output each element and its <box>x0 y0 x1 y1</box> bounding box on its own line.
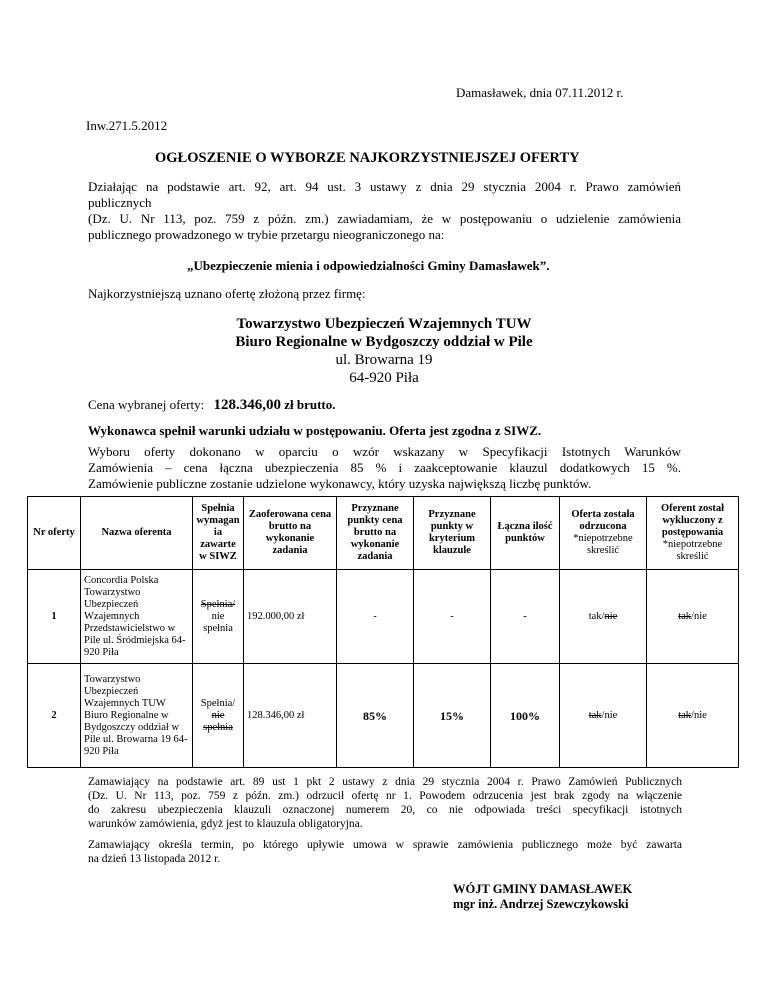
cell-excluded <box>647 664 739 768</box>
header-excluded-title: Oferent został wykluczony z postępowania <box>660 503 725 538</box>
excluded-option-struck: tak <box>678 610 692 622</box>
price-suffix: zł brutto. <box>284 397 336 412</box>
header-nr: Nr oferty <box>28 497 81 570</box>
price-label: Cena wybranej oferty: <box>88 397 205 412</box>
header-total: Łączna ilość punktów <box>491 497 560 570</box>
intro-line: (Dz. U. Nr 113, poz. 759 z późn. zm.) zawiadamiam, że w postępowaniu o udzielenie zamówienia <box>88 211 681 226</box>
header-points-clause: Przyznane punkty w kryterium klauzule <box>414 497 491 570</box>
condition-note: Wykonawca spełnił warunki udziału w postępowaniu. Oferta jest zgodna z SIWZ. <box>88 423 542 438</box>
header-points-price: Przyznane punkty cena brutto na wykonanie zadania <box>337 497 414 570</box>
table-row <box>28 664 739 768</box>
intro-paragraph <box>88 179 681 243</box>
header-excluded-note: *niepotrzebne skreślić <box>662 539 723 562</box>
cell-price: 192.000,00 zł <box>244 570 337 664</box>
signature-name: mgr inż. Andrzej Szewczykowski <box>453 897 629 911</box>
deadline-paragraph <box>88 838 682 866</box>
offers-table <box>27 496 739 768</box>
cell-rejected <box>560 664 647 768</box>
header-rejected <box>560 497 647 570</box>
spelnia-option-struck: nie spełnia <box>203 709 233 733</box>
company-name: Towarzystwo Ubezpieczeń Wzajemnych TUW <box>236 316 532 332</box>
excluded-option: /nie <box>691 709 707 721</box>
reference-number: Inw.271.5.2012 <box>86 118 168 133</box>
price-value: 128.346,00 <box>213 397 281 413</box>
criteria-line: Zamówienia – cena łączna ubezpieczenia 85 % i zaakceptowanie klauzul dodatkowych 15 %. <box>88 460 681 475</box>
company-branch: Biuro Regionalne w Bydgoszczy oddział w Pile <box>235 334 533 350</box>
cell-nr: 1 <box>28 570 81 664</box>
header-rejected-title: Oferta została odrzucona <box>571 509 635 532</box>
cell-spelnia <box>193 570 244 664</box>
header-rejected-note: *niepotrzebne skreślić <box>573 533 633 556</box>
page-title: OGŁOSZENIE O WYBORZE NAJKORZYSTNIEJSZEJ OFERTY <box>155 150 580 166</box>
offer-price <box>88 397 336 413</box>
header-name: Nazwa oferenta <box>81 497 193 570</box>
header-price: Zaoferowana cena brutto na wykonanie zadania <box>244 497 337 570</box>
intro-line: publicznych <box>88 195 152 210</box>
header-excluded <box>647 497 739 570</box>
place-date: Damasławek, dnia 07.11.2012 r. <box>456 85 624 100</box>
cell-price: 128.346,00 zł <box>244 664 337 768</box>
table-row <box>28 570 739 664</box>
signature-block <box>453 882 632 912</box>
signature-title: WÓJT GMINY DAMASŁAWEK <box>453 882 633 896</box>
cell-name: Concordia Polska Towarzystwo Ubezpieczeń Wzajemnych Przedstawicielstwo w Pile ul. Śródmiejska 64-920 Piła <box>81 570 193 664</box>
spelnia-option: Spełnia/ <box>200 697 236 709</box>
cell-points-clause: 15% <box>414 664 491 768</box>
deadline-line: na dzień 13 listopada 2012 r. <box>88 853 221 865</box>
spelnia-option: nie spełnia <box>203 610 233 634</box>
cell-total: 100% <box>491 664 560 768</box>
cell-spelnia <box>193 664 244 768</box>
cell-nr: 2 <box>28 664 81 768</box>
rejection-line: Zamawiający na podstawie art. 89 ust 1 pkt 2 ustawy z dnia 29 stycznia 2004 r. Prawo Zamówień Publicznych <box>88 776 682 788</box>
cell-excluded <box>647 570 739 664</box>
header-spelnia: Spełnia wymagan ia zawarte w SIWZ <box>193 497 244 570</box>
deadline-line: Zamawiający określa termin, po którego upływie umowa w sprawie zamówienia publicznego może być zawarta <box>88 839 682 851</box>
company-street: ul. Browarna 19 <box>335 352 433 368</box>
cell-points-clause: - <box>414 570 491 664</box>
company-city: 64-920 Piła <box>349 370 419 386</box>
table-header-row <box>28 497 739 570</box>
criteria-paragraph <box>88 444 681 492</box>
rejected-option: tak/ <box>588 610 605 622</box>
excluded-option-struck: tak <box>678 709 692 721</box>
cell-points-price: 85% <box>337 664 414 768</box>
cell-rejected <box>560 570 647 664</box>
cell-name: Towarzystwo Ubezpieczeń Wzajemnych TUW Biuro Regionalne w Bydgoszczy oddział w Pile ul. Browarna 19 64-920 Piła <box>81 664 193 768</box>
rejection-line: do zakresu ubezpieczenia klauzuli oznaczonej numerem 20, co nie odpowiada treści specyfikacji istotnych <box>88 804 682 816</box>
intro-line: publicznego prowadzonego w trybie przetargu nieograniczonego na: <box>88 227 445 242</box>
rejection-line: warunków zamówienia, gdyż jest to klauzula obligatoryjna. <box>88 818 363 830</box>
cell-total: - <box>491 570 560 664</box>
excluded-option: /nie <box>691 610 707 622</box>
criteria-line: Wyboru oferty dokonano w oparciu o wzór wskazany w Specyfikacji Istotnych Warunków <box>88 444 681 459</box>
intro-line: Działając na podstawie art. 92, art. 94 ust. 3 ustawy z dnia 29 stycznia 2004 r. Prawo zamówień <box>88 179 681 194</box>
cell-points-price: - <box>337 570 414 664</box>
chosen-offer-intro: Najkorzystniejszą uznano ofertę złożoną przez firmę: <box>88 286 366 301</box>
rejected-option-struck: tak <box>588 709 602 721</box>
rejection-line: (Dz. U. Nr 113, poz. 759 z późn. zm.) odrzucił ofertę nr 1. Powodem odrzucenia jest brak zgody na włączenie <box>88 790 682 802</box>
rejection-paragraph <box>88 775 682 831</box>
chosen-company <box>184 315 584 387</box>
rejected-option: /nie <box>601 709 618 721</box>
tender-subject: „Ubezpieczenie mienia i odpowiedzialności Gminy Damasławek”. <box>187 258 550 273</box>
spelnia-option-struck: Spełnia/ <box>200 598 236 610</box>
criteria-line: Zamówienie publiczne zostanie udzielone wykonawcy, który uzyska największą liczbę punktów. <box>88 476 592 491</box>
rejected-option-struck: nie <box>604 610 618 622</box>
